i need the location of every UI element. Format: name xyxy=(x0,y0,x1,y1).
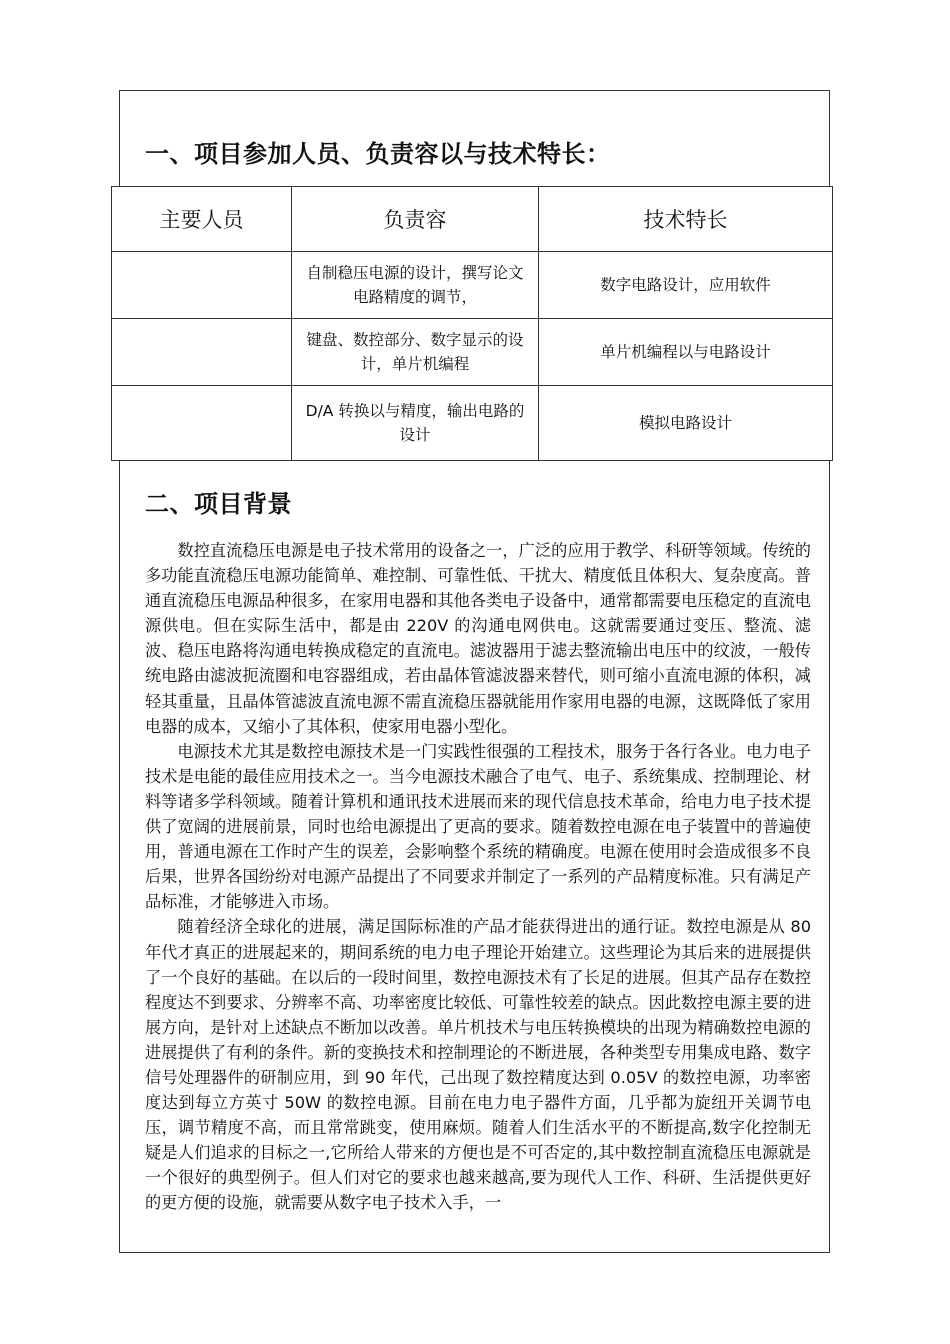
table-header-row xyxy=(112,187,833,252)
cell-skill: 模拟电路设计 xyxy=(539,386,833,461)
header-duty: 负责容 xyxy=(292,187,539,252)
cell-person xyxy=(112,386,292,461)
cell-person xyxy=(112,319,292,386)
cell-skill: 数字电路设计，应用软件 xyxy=(539,252,833,319)
header-skill: 技术特长 xyxy=(539,187,833,252)
section-2-title: 二、项目背景 xyxy=(145,490,292,518)
table-row xyxy=(112,319,833,386)
background-body xyxy=(145,538,811,1216)
header-person: 主要人员 xyxy=(112,187,292,252)
paragraph: 数控直流稳压电源是电子技术常用的设备之一，广泛的应用于教学、科研等领域。传统的多功能直流稳压电源功能简单、难控制、可靠性低、干扰大、精度低且体积大、复杂度高。普通直流稳压电源品种很多，在家用电器和其他各类电子设备中，通常都需要电压稳定的直流电源供电。但在实际生活中，都是由 220V 的沟通电网供电。这就需要通过变压、整流、滤波、稳压电路将沟通电转换成稳定的直流电。滤波器用于滤去整流输出电压中的纹波，一般传统电路由滤波扼流圈和电容器组成，若由晶体管滤波器来替代，则可缩小直流电源的体积，减轻其重量，且晶体管滤波直流电源不需直流稳压器就能用作家用电器的电源，这既降低了家用电器的成本，又缩小了其体积，使家用电器小型化。 xyxy=(145,541,811,736)
table-row xyxy=(112,252,833,319)
paragraph: 随着经济全球化的进展，满足国际标准的产品才能获得进出的通行证。数控电源是从 80 年代才真正的进展起来的，期间系统的电力电子理论开始建立。这些理论为其后来的进展提供了一个良好的基础。在以后的一段时间里，数控电源技术有了长足的进展。但其产品存在数控程度达不到要求、分辨率不高、功率密度比较低、可靠性较差的缺点。因此数控电源主要的进展方向，是针对上述缺点不断加以改善。单片机技术与电压转换模块的出现为精确数控电源的进展提供了有利的条件。新的变换技术和控制理论的不断进展，各种类型专用集成电路、数字信号处理器件的研制应用，到 90 年代，己出现了数控精度达到 0.05V 的数控电源，功率密度达到每立方英寸 50W 的数控电源。目前在电力电子器件方面，几乎都为旋纽开关调节电压，调节精度不高，而且常常跳变，使用麻烦。随着人们生活水平的不断提高,数字化控制无疑是人们追求的目标之一,它所给人带来的方便也是不可否定的,其中数控制直流稳压电源就是一个很好的典型例子。但人们对它的要求也越来越高,要为现代人工作、科研、生活提供更好的更方便的设施，就需要从数字电子技术入手，一 xyxy=(145,917,811,1213)
staff-table xyxy=(111,186,833,461)
cell-duty: 自制稳压电源的设计，撰写论文电路精度的调节， xyxy=(292,252,539,319)
cell-skill: 单片机编程以与电路设计 xyxy=(539,319,833,386)
cell-person xyxy=(112,252,292,319)
cell-duty: 键盘、数控部分、数字显示的设计，单片机编程 xyxy=(292,319,539,386)
section-1-title: 一、项目参加人员、负责容以与技术特长： xyxy=(145,140,611,168)
paragraph: 电源技术尤其是数控电源技术是一门实践性很强的工程技术，服务于各行各业。电力电子技术是电能的最佳应用技术之一。当今电源技术融合了电气、电子、系统集成、控制理论、材料等诸多学科领域。随着计算机和通讯技术进展而来的现代信息技术革命，给电力电子技术提供了宽阔的进展前景，同时也给电源提出了更高的要求。随着数控电源在电子装置中的普遍使用，普通电源在工作时产生的误差，会影响整个系统的精确度。电源在使用时会造成很多不良后果，世界各国纷纷对电源产品提出了不同要求并制定了一系列的产品精度标准。只有满足产品标准，才能够进入市场。 xyxy=(145,741,811,912)
cell-duty: D/A 转换以与精度，输出电路的设计 xyxy=(292,386,539,461)
table-row xyxy=(112,386,833,461)
